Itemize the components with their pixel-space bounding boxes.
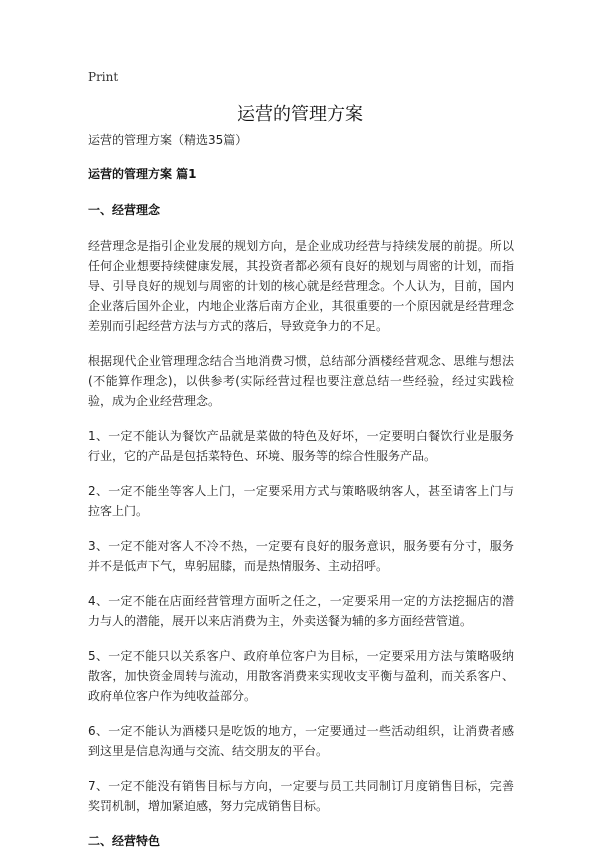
paragraph: 经营理念是指引企业发展的规划方向，是企业成功经营与持续发展的前提。所以任何企业想要持续健康发展，其投资者都必须有良好的规划与周密的计划，而指导、引导良好的规划与周密的计划的核心就是经营理念。个人认为，目前，国内企业落后国外企业，内地企业落后南方企业，其很重要的一个原因就是经营理念差别而引起经营方法与方式的落后，导致竞争力的不足。 (88, 239, 514, 333)
paragraph: 7、一定不能没有销售目标与方向，一定要与员工共同制订月度销售目标，完善奖罚机制，增加紧迫感，努力完成销售目标。 (88, 779, 514, 813)
section-title-management-philosophy: 一、经营理念 (88, 203, 161, 217)
paragraph: 5、一定不能只以关系客户、政府单位客户为目标，一定要采用方法与策略吸纳散客，加快资金周转与流动，用散客消费来实现收支平衡与盈利，而关系客户、政府单位客户作为纯收益部分。 (88, 649, 514, 703)
document-body (88, 130, 514, 867)
document-title: 运营的管理方案 (237, 104, 363, 125)
document-subtitle: 运营的管理方案（精选35篇） (88, 133, 248, 147)
paragraph: 3、一定不能对客人不冷不热，一定要有良好的服务意识，服务要有分寸，服务并不是低声下气，卑躬屈膝，而是热情服务、主动招呼。 (88, 539, 514, 573)
paragraph: 根据现代企业管理理念结合当地消费习惯，总结部分酒楼经营观念、思维与想法(不能算作理念)，以供参考(实际经营过程也要注意总结一些经验，经过实践检验，成为企业经营理念。 (88, 354, 514, 408)
part-title: 运营的管理方案 篇1 (88, 167, 197, 181)
paragraph: 1、一定不能认为餐饮产品就是菜做的特色及好坏，一定要明白餐饮行业是服务行业，它的产品是包括菜特色、环境、服务等的综合性服务产品。 (88, 429, 514, 463)
section-title-business-features: 二、经营特色 (88, 834, 161, 848)
paragraph: 4、一定不能在店面经营管理方面听之任之，一定要采用一定的方法挖掘店的潜力与人的潜能，展开以来店消费为主，外卖送餐为辅的多方面经营管道。 (88, 594, 514, 628)
paragraph: 6、一定不能认为酒楼只是吃饭的地方，一定要通过一些活动组织，让消费者感到这里是信息沟通与交流、结交朋友的平台。 (88, 724, 514, 758)
print-label[interactable]: Print (88, 70, 119, 84)
paragraph: 2、一定不能坐等客人上门，一定要采用方式与策略吸纳客人，甚至请客上门与拉客上门。 (88, 484, 514, 518)
